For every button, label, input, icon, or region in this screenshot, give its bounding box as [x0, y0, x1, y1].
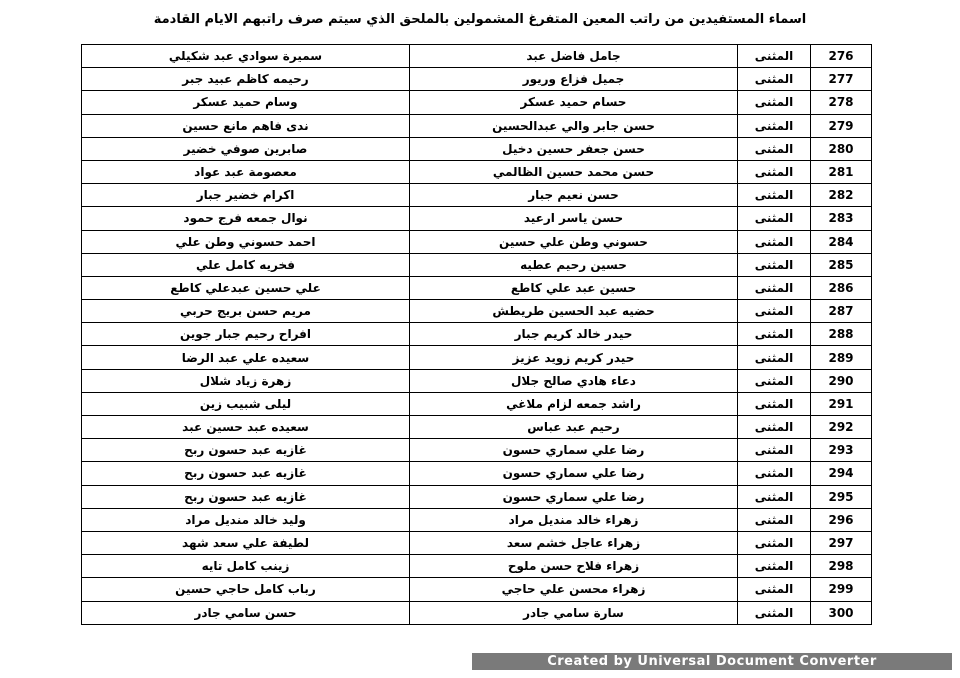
row-number: 294	[811, 462, 872, 485]
table-row	[82, 392, 872, 415]
row-name: حيدر كريم زويد عزيز	[410, 346, 738, 369]
table-row	[82, 601, 872, 624]
row-beneficiary: رباب كامل حاجي حسين	[82, 578, 410, 601]
row-number: 296	[811, 508, 872, 531]
table-row	[82, 68, 872, 91]
table-row	[82, 253, 872, 276]
beneficiaries-table	[81, 44, 872, 625]
row-number: 283	[811, 207, 872, 230]
row-beneficiary: ندى فاهم مانع حسين	[82, 114, 410, 137]
row-name: رحيم عبد عباس	[410, 416, 738, 439]
row-number: 281	[811, 160, 872, 183]
row-province: المثنى	[738, 369, 811, 392]
row-beneficiary: مريم حسن بريج حربي	[82, 300, 410, 323]
row-province: المثنى	[738, 323, 811, 346]
table-row	[82, 230, 872, 253]
table-row	[82, 276, 872, 299]
row-beneficiary: وسام حميد عسكر	[82, 91, 410, 114]
row-number: 279	[811, 114, 872, 137]
row-name: سارة سامي جادر	[410, 601, 738, 624]
table-row	[82, 485, 872, 508]
row-number: 285	[811, 253, 872, 276]
table-row	[82, 508, 872, 531]
row-name: حسين عبد علي كاطع	[410, 276, 738, 299]
row-beneficiary: نوال جمعه فرج حمود	[82, 207, 410, 230]
row-name: حسن ياسر ارعيد	[410, 207, 738, 230]
row-province: المثنى	[738, 531, 811, 554]
row-beneficiary: سميرة سوادي عبد شكيلي	[82, 45, 410, 68]
row-name: حسن جعفر حسين دخيل	[410, 137, 738, 160]
row-number: 293	[811, 439, 872, 462]
row-province: المثنى	[738, 508, 811, 531]
row-name: حسين رحيم عطيه	[410, 253, 738, 276]
converter-watermark: Created by Universal Document Converter	[472, 653, 952, 670]
row-number: 292	[811, 416, 872, 439]
row-number: 288	[811, 323, 872, 346]
row-name: زهراء محسن علي حاجي	[410, 578, 738, 601]
row-province: المثنى	[738, 230, 811, 253]
row-province: المثنى	[738, 91, 811, 114]
table-row	[82, 346, 872, 369]
row-name: حيدر خالد كريم جبار	[410, 323, 738, 346]
row-beneficiary: رحيمه كاظم عبيد جبر	[82, 68, 410, 91]
row-name: رضا علي سماري حسون	[410, 462, 738, 485]
row-beneficiary: غازيه عبد حسون ربح	[82, 462, 410, 485]
table-row	[82, 578, 872, 601]
table-row	[82, 207, 872, 230]
row-number: 287	[811, 300, 872, 323]
row-name: حضيه عبد الحسين طريطش	[410, 300, 738, 323]
row-province: المثنى	[738, 346, 811, 369]
row-name: حسوني وطن علي حسين	[410, 230, 738, 253]
row-beneficiary: معصومة عبد عواد	[82, 160, 410, 183]
row-number: 284	[811, 230, 872, 253]
row-beneficiary: غازيه عبد حسون ربح	[82, 485, 410, 508]
row-name: جميل فزاع وريور	[410, 68, 738, 91]
row-name: حسن نعيم جبار	[410, 184, 738, 207]
row-province: المثنى	[738, 462, 811, 485]
row-beneficiary: اكرام خضير جبار	[82, 184, 410, 207]
row-name: راشد جمعه لزام ملاغي	[410, 392, 738, 415]
row-number: 299	[811, 578, 872, 601]
row-beneficiary: غازيه عبد حسون ربح	[82, 439, 410, 462]
table-row	[82, 531, 872, 554]
row-number: 282	[811, 184, 872, 207]
table-row	[82, 439, 872, 462]
row-number: 286	[811, 276, 872, 299]
table-row	[82, 114, 872, 137]
row-number: 277	[811, 68, 872, 91]
row-province: المثنى	[738, 601, 811, 624]
row-name: رضا علي سماري حسون	[410, 485, 738, 508]
row-beneficiary: سعيده علي عبد الرضا	[82, 346, 410, 369]
row-number: 300	[811, 601, 872, 624]
row-beneficiary: ليلى شبيب زين	[82, 392, 410, 415]
row-number: 297	[811, 531, 872, 554]
row-province: المثنى	[738, 68, 811, 91]
row-beneficiary: احمد حسوني وطن علي	[82, 230, 410, 253]
table-row	[82, 462, 872, 485]
table-row	[82, 45, 872, 68]
row-province: المثنى	[738, 300, 811, 323]
row-beneficiary: حسن سامي جادر	[82, 601, 410, 624]
row-name: زهراء عاجل خشم سعد	[410, 531, 738, 554]
row-beneficiary: صابرين صوفي خضير	[82, 137, 410, 160]
row-beneficiary: زهرة زياد شلال	[82, 369, 410, 392]
row-number: 291	[811, 392, 872, 415]
row-province: المثنى	[738, 160, 811, 183]
row-beneficiary: علي حسين عبدعلي كاطع	[82, 276, 410, 299]
row-province: المثنى	[738, 392, 811, 415]
row-beneficiary: سعيده عبد حسين عبد	[82, 416, 410, 439]
row-name: حسام حميد عسكر	[410, 91, 738, 114]
table-row	[82, 184, 872, 207]
row-name: زهراء خالد منديل مراد	[410, 508, 738, 531]
table-row	[82, 369, 872, 392]
row-number: 289	[811, 346, 872, 369]
row-province: المثنى	[738, 184, 811, 207]
row-number: 278	[811, 91, 872, 114]
row-province: المثنى	[738, 439, 811, 462]
row-name: جامل فاضل عبد	[410, 45, 738, 68]
row-province: المثنى	[738, 114, 811, 137]
table-row	[82, 555, 872, 578]
row-name: رضا علي سماري حسون	[410, 439, 738, 462]
table-row	[82, 137, 872, 160]
row-province: المثنى	[738, 207, 811, 230]
row-number: 298	[811, 555, 872, 578]
row-beneficiary: زينب كامل تايه	[82, 555, 410, 578]
table-row	[82, 160, 872, 183]
row-number: 290	[811, 369, 872, 392]
row-name: حسن جابر والي عبدالحسين	[410, 114, 738, 137]
row-beneficiary: وليد خالد منديل مراد	[82, 508, 410, 531]
row-province: المثنى	[738, 485, 811, 508]
row-province: المثنى	[738, 578, 811, 601]
row-beneficiary: لطيفة علي سعد شهد	[82, 531, 410, 554]
row-number: 276	[811, 45, 872, 68]
table-row	[82, 300, 872, 323]
row-number: 280	[811, 137, 872, 160]
document-title: اسماء المستفيدين من راتب المعين المتفرغ المشمولين بالملحق الذي سيتم صرف راتبهم الايام القادمة	[153, 12, 807, 27]
table-row	[82, 416, 872, 439]
row-province: المثنى	[738, 137, 811, 160]
row-number: 295	[811, 485, 872, 508]
row-beneficiary: فخريه كامل علي	[82, 253, 410, 276]
table-row	[82, 323, 872, 346]
row-province: المثنى	[738, 555, 811, 578]
table-row	[82, 91, 872, 114]
row-beneficiary: افراح رحيم جبار جوين	[82, 323, 410, 346]
row-province: المثنى	[738, 416, 811, 439]
row-name: حسن محمد حسين الظالمي	[410, 160, 738, 183]
row-name: دعاء هادي صالح جلال	[410, 369, 738, 392]
row-province: المثنى	[738, 253, 811, 276]
row-name: زهراء فلاح حسن ملوح	[410, 555, 738, 578]
row-province: المثنى	[738, 276, 811, 299]
table-body	[82, 45, 872, 625]
row-province: المثنى	[738, 45, 811, 68]
